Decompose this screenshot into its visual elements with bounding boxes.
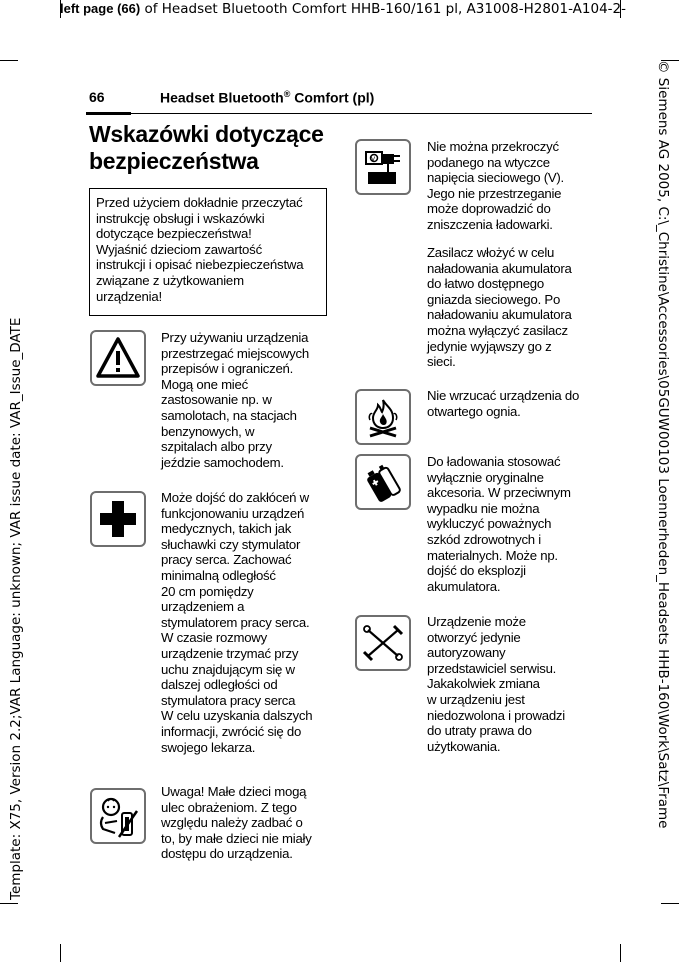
child-safety-text: [161, 784, 333, 862]
print-slug-left: [6, 60, 26, 900]
child-safety-icon: [90, 788, 146, 844]
text-line: informacji, zwrócić się do: [161, 723, 302, 739]
text-line: urządzeniem a: [161, 599, 245, 615]
text-line: niedozwolona i prowadzi: [427, 707, 565, 723]
text-line: szkód zdrowotnych i: [427, 531, 541, 547]
text-line: Nie można przekroczyć: [427, 139, 559, 154]
text-line: szpitalach albo przy: [161, 439, 272, 455]
text-line: Jego nie przestrzeganie: [427, 185, 562, 201]
service-tools-icon: [355, 615, 411, 671]
notice-line: urządzenia!: [96, 288, 162, 304]
text-line: materialnych. Może np.: [427, 547, 558, 563]
notice-line: instrukcji i opisać niebezpieczeństwa: [96, 257, 304, 273]
text-line: swojego lekarza.: [161, 739, 256, 755]
text-line: Przy używaniu urządzenia: [161, 330, 309, 345]
text-line: urządzenie trzymać przy: [161, 645, 299, 661]
text-line: funkcjonowaniu urządzeń: [161, 505, 305, 521]
text-line: otwartego ognia.: [427, 403, 521, 419]
text-line: jeździe samochodem.: [161, 454, 284, 470]
text-line: uchu znajdującym się w: [161, 661, 295, 677]
text-line: zastosowanie np. w: [161, 392, 272, 408]
text-line: napięcia sieciowego (V).: [427, 170, 564, 186]
text-line: 20 cm pomiędzy: [161, 583, 254, 599]
text-line: dostępu do urządzenia.: [161, 846, 293, 862]
crop-mark: [620, 944, 621, 962]
text-line: to, by małe dzieci nie miały: [161, 830, 312, 846]
text-line: dojść do eksplozji: [427, 563, 526, 579]
text-line: naładowania akumulatora: [427, 260, 572, 276]
child-safety-graphic: [95, 793, 141, 839]
warning-triangle-icon: [90, 330, 146, 386]
running-title-text: Headset Bluetooth: [160, 89, 284, 106]
battery-graphic: [360, 459, 406, 505]
page-title-line: Wskazówki dotyczące: [89, 121, 324, 147]
text-line: sieci.: [427, 354, 456, 370]
text-line: wypadku nie można: [427, 500, 540, 516]
power-plug-graphic: [360, 144, 406, 190]
service-text: [427, 614, 592, 754]
medical-cross-graphic: [95, 496, 141, 542]
text-line: Uwaga! Małe dzieci mogą: [161, 784, 307, 799]
text-line: W celu uzyskania dalszych: [161, 708, 313, 724]
slug-template-info: Template: X75, Version 2.2;VAR Language: unknown; VAR issue date: VAR_Issue_DATE: [8, 317, 24, 900]
text-line: benzynowych, w: [161, 423, 255, 439]
svg-text:V: V: [371, 156, 376, 163]
text-line: dalszej odległości od: [161, 677, 278, 693]
medical-cross-icon: [90, 491, 146, 547]
text-line: medycznych, takich jak: [161, 521, 292, 537]
text-line: wykluczyć poważnych: [427, 516, 552, 532]
text-line: Jakakolwiek zmiana: [427, 676, 540, 692]
crop-mark: [0, 903, 18, 904]
text-line: podanego na wtyczce: [427, 154, 550, 170]
notice-line: dotyczące bezpieczeństwa!: [96, 226, 252, 242]
crop-mark: [60, 944, 61, 962]
text-line: jedynie wyjąwszy go z: [427, 338, 552, 354]
fire-icon: [355, 389, 411, 445]
slug-page-ref: left page (66): [60, 1, 141, 16]
text-line: stymulatora pracy serca: [161, 692, 296, 708]
text-line: naładowaniu akumulatora: [427, 307, 572, 323]
text-line: otworzyć jedynie: [427, 629, 521, 645]
text-line: przestrzegać miejscowych: [161, 345, 309, 361]
text-line: Zasilacz włożyć w celu: [427, 245, 555, 260]
text-line: można wyłączyć zasilacz: [427, 322, 568, 338]
power-plug-icon: [355, 139, 411, 195]
service-tools-graphic: [360, 620, 406, 666]
print-slug-right: [653, 60, 673, 960]
slug-file-path: © Siemens AG 2005, C:\_Christine\Accessories\05GUW00103 Loennerheden_Headsets HHB-160\Work\Satz\Frame: [655, 60, 671, 829]
slug-doc-ref: of Headset Bluetooth Comfort HHB-160/161 pl, A31008-H2801-A104-2-: [140, 1, 626, 17]
notice-line: Wyjaśnić dzieciom zawartość: [96, 241, 262, 257]
notice-line: Przed użyciem dokładnie przeczytać: [96, 195, 303, 210]
text-line: Do ładowania stosować: [427, 454, 561, 469]
header-rule: [86, 113, 592, 114]
medical-text: [161, 490, 331, 755]
page-number: 66: [89, 89, 105, 105]
running-title-suffix: Comfort (pl): [290, 89, 375, 106]
text-line: zniszczenia ładowarki.: [427, 216, 553, 232]
text-line: akcesoria. W przeciwnym: [427, 485, 571, 501]
text-line: minimalną odległość: [161, 567, 276, 583]
text-line: Może dojść do zakłóceń w: [161, 490, 309, 505]
print-slug-top: [60, 0, 672, 20]
header-rule-accent: [86, 112, 131, 115]
text-line: może doprowadzić do: [427, 201, 551, 217]
notice-box: [89, 188, 327, 316]
page-title-line: bezpieczeństwa: [89, 148, 259, 174]
text-line: Nie wrzucać urządzenia do: [427, 388, 580, 403]
notice-line: związane z użytkowaniem: [96, 272, 244, 288]
fire-graphic: [360, 394, 406, 440]
battery-icon: [355, 454, 411, 510]
registered-mark: ®: [283, 89, 291, 99]
text-line: przedstawiciel serwisu.: [427, 660, 557, 676]
text-line: autoryzowany: [427, 645, 506, 661]
text-line: do łatwo dostępnego: [427, 276, 544, 292]
text-line: stymulatorem pracy serca.: [161, 614, 310, 630]
text-line: do utraty prawa do: [427, 723, 532, 739]
voltage-text: [427, 139, 592, 233]
text-line: pracy serca. Zachować: [161, 552, 292, 568]
battery-text: [427, 454, 592, 594]
running-title: [160, 89, 374, 106]
text-line: samolotach, na stacjach: [161, 407, 297, 423]
warning-text: [161, 330, 331, 470]
text-line: ulec obrażeniom. Z tego: [161, 799, 297, 815]
fire-text: [427, 388, 597, 419]
text-line: akumulatora.: [427, 578, 501, 594]
text-line: użytkowania.: [427, 738, 501, 754]
page-title: [89, 121, 339, 175]
text-line: Urządzenie może: [427, 614, 526, 629]
text-line: gniazda sieciowego. Po: [427, 291, 561, 307]
text-line: względu należy zadbać o: [161, 815, 303, 831]
text-line: Mogą one mieć: [161, 376, 248, 392]
text-line: przepisów i ograniczeń.: [161, 361, 294, 377]
charger-text: [427, 245, 592, 370]
notice-line: instrukcję obsługi i wskazówki: [96, 210, 265, 226]
text-line: W czasie rozmowy: [161, 630, 267, 646]
text-line: w urządzeniu jest: [427, 691, 525, 707]
text-line: wyłącznie oryginalne: [427, 469, 544, 485]
warning-triangle-graphic: [95, 335, 141, 381]
text-line: słuchawki czy stymulator: [161, 536, 301, 552]
